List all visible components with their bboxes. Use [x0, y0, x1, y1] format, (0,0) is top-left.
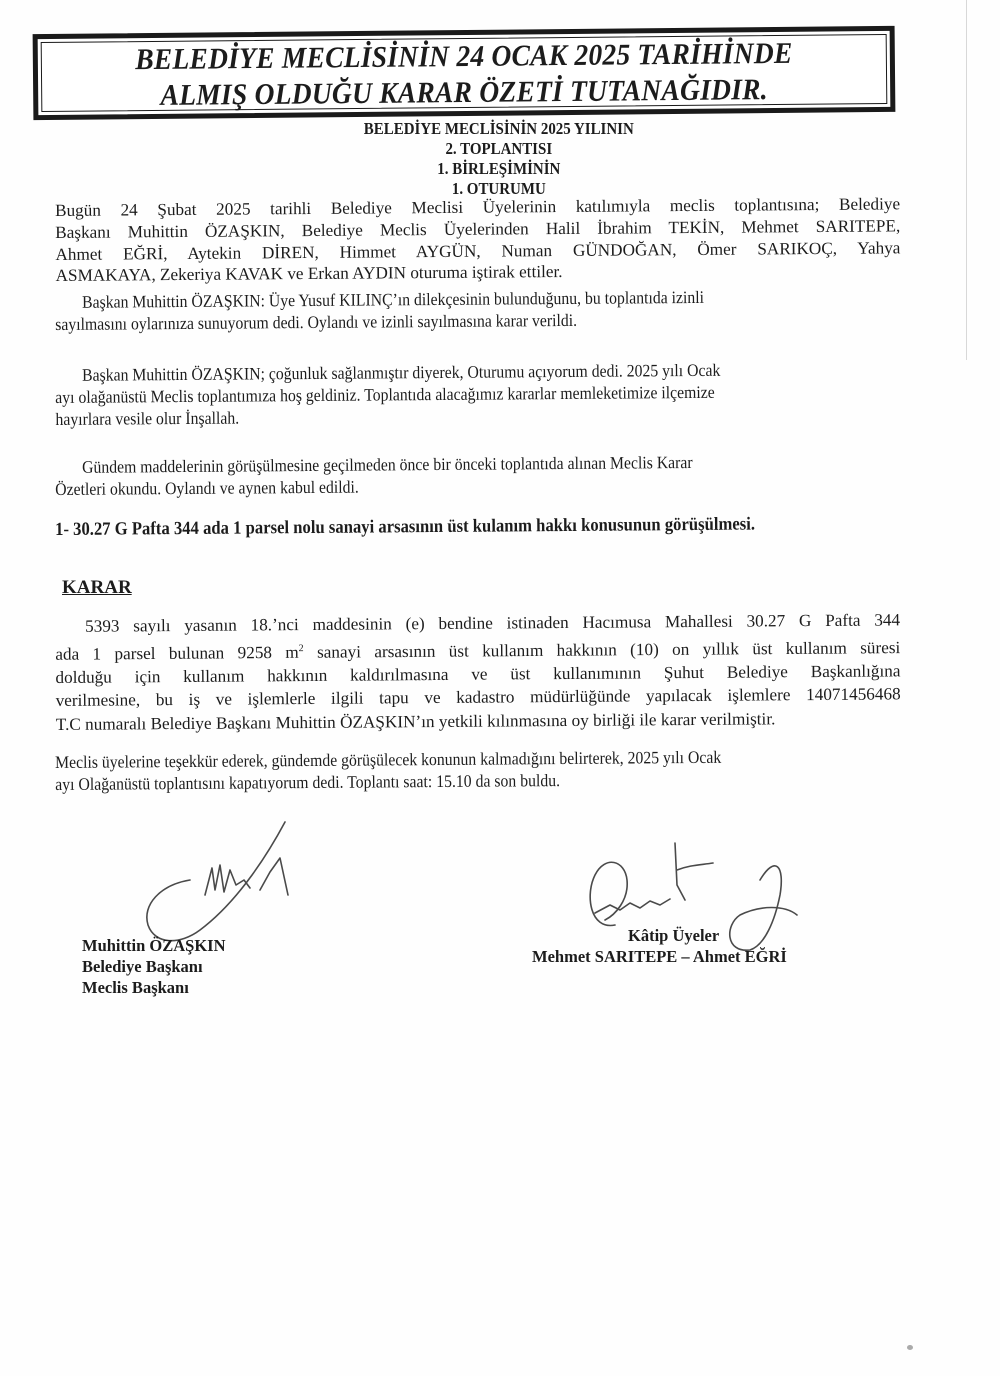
leave-request-line: sayılmasını oylarınıza sunuyorum dedi. Oylandı ve izinli sayılmasına karar verildi. — [55, 309, 578, 334]
attendance-line: Ahmet EĞRİ, Aytekin DİREN, Himmet AYGÜN, Numan GÜNDOĞAN, Ömer SARIKOÇ, Yahya — [55, 237, 901, 264]
scan-edge-line — [966, 0, 967, 360]
scan-speck — [907, 1345, 913, 1350]
attendance-line: ASMAKAYA, Zekeriya KAVAK ve Erkan AYDIN oturuma iştirak ettiler. — [55, 262, 563, 286]
attendance-line: Bugün 24 Şubat 2025 tarihli Belediye Meclisi Üyelerinin katılımıyla meclis toplantısına; Belediye — [55, 194, 901, 220]
attendance-line: Başkanı Muhittin ÖZAŞKIN, Belediye Meclis Üyelerinden Halil İbrahim TEKİN, Mehmet SARITEPE, — [55, 216, 901, 242]
leave-request-paragraph — [55, 285, 901, 335]
clerks-role-label: Kâtip Üyeler — [628, 926, 720, 945]
title-line-2: ALMIŞ OLDUĞU KARAR ÖZETİ TUTANAĞIDIR. — [160, 73, 768, 112]
subheading-meeting: 2. TOPLANTISI — [445, 139, 553, 158]
council-chair-title: Meclis Başkanı — [82, 978, 189, 997]
opening-line: ayı olağanüstü Meclis toplantımıza hoş geldiniz. Toplantıda alacağımız kararlar memleketimize ilçemize — [55, 381, 715, 407]
clerks-names: Mehmet SARITEPE – Ahmet EĞRİ — [532, 947, 787, 966]
opening-line: hayırlara vesile olur İnşallah. — [55, 407, 240, 429]
previous-minutes-line: Özetleri okundu. Oylandı ve aynen kabul edildi. — [55, 476, 359, 499]
attendance-paragraph — [55, 193, 901, 287]
leave-request-line: Başkan Muhittin ÖZAŞKIN: Üye Yusuf KILINÇ’ın dilekçesinin bulunduğunu, bu toplantıda izinli — [81, 286, 705, 312]
decision-line-2-start: ada 1 parsel bulunan 9258 m — [55, 642, 299, 664]
signature-stroke — [590, 862, 627, 925]
decision-heading: KARAR — [62, 577, 132, 598]
subheading-session: 1. BİRLEŞİMİNİN — [437, 159, 561, 178]
agenda-item-1: 1- 30.27 G Pafta 344 ada 1 parsel nolu sanayi arsasının üst kulanım hakkı konusunun görüşülmesi. — [55, 514, 756, 540]
decision-line: 5393 sayılı yasanın 18.’nci maddesinin (e) bendine istinaden Hacımusa Mahallesi 30.27 G Pafta 344 — [85, 610, 901, 636]
decision-line: T.C numaralı Belediye Başkanı Muhittin ÖZAŞKIN’ın yetkili kılınmasına oy birliği ile karar verilmiştir. — [55, 709, 776, 734]
subheading-sitting: 1. OTURUMU — [451, 179, 546, 198]
decision-line: dolduğu için kullanım hakkının kaldırılmasına ve üst kullanımının Şuhut Belediye Başkanlığına — [55, 661, 901, 687]
closing-line: Meclis üyelerine teşekkür ederek, gündemde görüşülecek konunun kalmadığını belirterek, 2025 yılı Ocak — [55, 746, 722, 772]
mayor-signature-block — [82, 935, 226, 998]
opening-paragraph — [55, 358, 901, 430]
signature-stroke — [205, 865, 250, 895]
opening-line: Başkan Muhittin ÖZAŞKIN; çoğunluk sağlanmıştır diyerek, Oturumu açıyorum dedi. 2025 yılı Ocak — [81, 359, 721, 385]
mayor-title: Belediye Başkanı — [82, 957, 203, 976]
decision-line: verilmesine, bu iş ve işlemlerle ilgili tapu ve kadastro müdürlüğünde yapılacak işlemlere 14071456468 — [55, 684, 901, 711]
document-title-box — [33, 26, 896, 120]
signature-stroke — [675, 843, 713, 900]
square-superscript: 2 — [298, 642, 304, 654]
closing-line: ayı Olağanüstü toplantısını kapatıyorum dedi. Toplantı saat: 15.10 da son buldu. — [55, 769, 561, 794]
subheading-year: BELEDİYE MECLİSİNİN 2025 YILININ — [363, 119, 634, 138]
previous-minutes-paragraph — [55, 450, 901, 500]
document-title — [72, 35, 856, 115]
title-line-1: BELEDİYE MECLİSİNİN 24 OCAK 2025 TARİHİNDE — [135, 36, 793, 77]
previous-minutes-line: Gündem maddelerinin görüşülmesine geçilmeden önce bir önceki toplantıda alınan Meclis Karar — [81, 451, 693, 477]
decision-paragraph — [55, 608, 901, 736]
signature-stroke — [730, 866, 797, 950]
closing-paragraph — [55, 745, 901, 795]
signature-stroke — [260, 858, 288, 895]
decision-line-2-end: sanayi arsasının üst kullanım hakkının (10) on yıllık üst kullanım süresi — [303, 637, 901, 662]
mayor-name: Muhittin ÖZAŞKIN — [82, 936, 226, 955]
signature-stroke — [595, 899, 670, 913]
